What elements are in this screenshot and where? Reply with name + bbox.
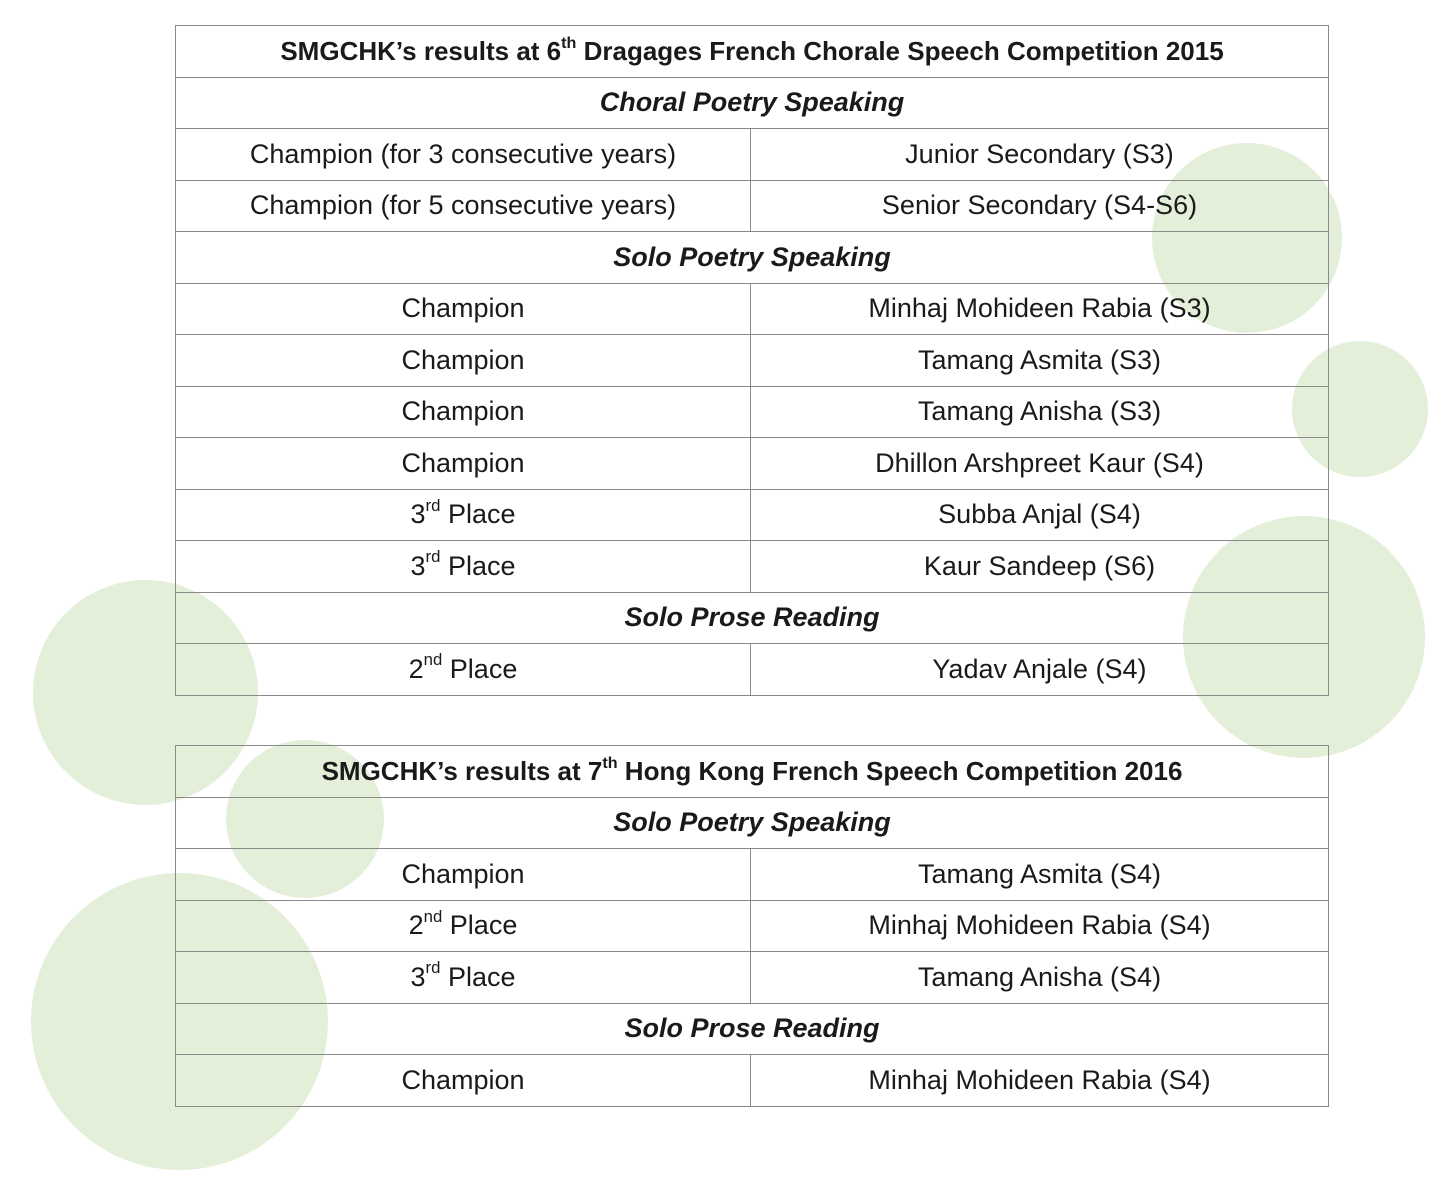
award-cell: 3rd Place bbox=[176, 952, 751, 1004]
section-heading: Solo Poetry Speaking bbox=[176, 797, 1329, 849]
winner-cell: Subba Anjal (S4) bbox=[751, 489, 1329, 541]
award-cell: Champion bbox=[176, 283, 751, 335]
table-row bbox=[176, 335, 1329, 387]
winner-cell: Tamang Asmita (S4) bbox=[751, 849, 1329, 901]
winner-cell: Tamang Anisha (S3) bbox=[751, 386, 1329, 438]
table-row bbox=[176, 900, 1329, 952]
winner-cell: Kaur Sandeep (S6) bbox=[751, 541, 1329, 593]
award-cell: Champion bbox=[176, 438, 751, 490]
award-cell: 2nd Place bbox=[176, 644, 751, 696]
table-title: SMGCHK’s results at 6th Dragages French Chorale Speech Competition 2015 bbox=[176, 26, 1329, 78]
table-row bbox=[176, 180, 1329, 232]
winner-cell: Minhaj Mohideen Rabia (S4) bbox=[751, 1055, 1329, 1107]
table-row bbox=[176, 1055, 1329, 1107]
winner-cell: Tamang Anisha (S4) bbox=[751, 952, 1329, 1004]
award-cell: 2nd Place bbox=[176, 900, 751, 952]
winner-cell: Tamang Asmita (S3) bbox=[751, 335, 1329, 387]
award-cell: Champion bbox=[176, 386, 751, 438]
table-row bbox=[176, 952, 1329, 1004]
table-title: SMGCHK’s results at 7th Hong Kong French Speech Competition 2016 bbox=[176, 746, 1329, 798]
table-row bbox=[176, 489, 1329, 541]
table-row bbox=[176, 849, 1329, 901]
award-cell: Champion bbox=[176, 849, 751, 901]
winner-cell: Yadav Anjale (S4) bbox=[751, 644, 1329, 696]
winner-cell: Dhillon Arshpreet Kaur (S4) bbox=[751, 438, 1329, 490]
section-heading: Solo Prose Reading bbox=[176, 1003, 1329, 1055]
winner-cell: Minhaj Mohideen Rabia (S4) bbox=[751, 900, 1329, 952]
table-row bbox=[176, 541, 1329, 593]
section-heading: Solo Poetry Speaking bbox=[176, 232, 1329, 284]
table-row bbox=[176, 129, 1329, 181]
winner-cell: Junior Secondary (S3) bbox=[751, 129, 1329, 181]
section-heading: Solo Prose Reading bbox=[176, 592, 1329, 644]
results-table-2015 bbox=[175, 25, 1329, 696]
award-cell: Champion bbox=[176, 1055, 751, 1107]
section-heading: Choral Poetry Speaking bbox=[176, 77, 1329, 129]
table-row bbox=[176, 644, 1329, 696]
table-row bbox=[176, 283, 1329, 335]
award-cell: Champion bbox=[176, 335, 751, 387]
award-cell: 3rd Place bbox=[176, 541, 751, 593]
award-cell: Champion (for 5 consecutive years) bbox=[176, 180, 751, 232]
winner-cell: Senior Secondary (S4-S6) bbox=[751, 180, 1329, 232]
award-cell: 3rd Place bbox=[176, 489, 751, 541]
table-row bbox=[176, 438, 1329, 490]
winner-cell: Minhaj Mohideen Rabia (S3) bbox=[751, 283, 1329, 335]
table-row bbox=[176, 386, 1329, 438]
results-table-2016 bbox=[175, 745, 1329, 1107]
award-cell: Champion (for 3 consecutive years) bbox=[176, 129, 751, 181]
